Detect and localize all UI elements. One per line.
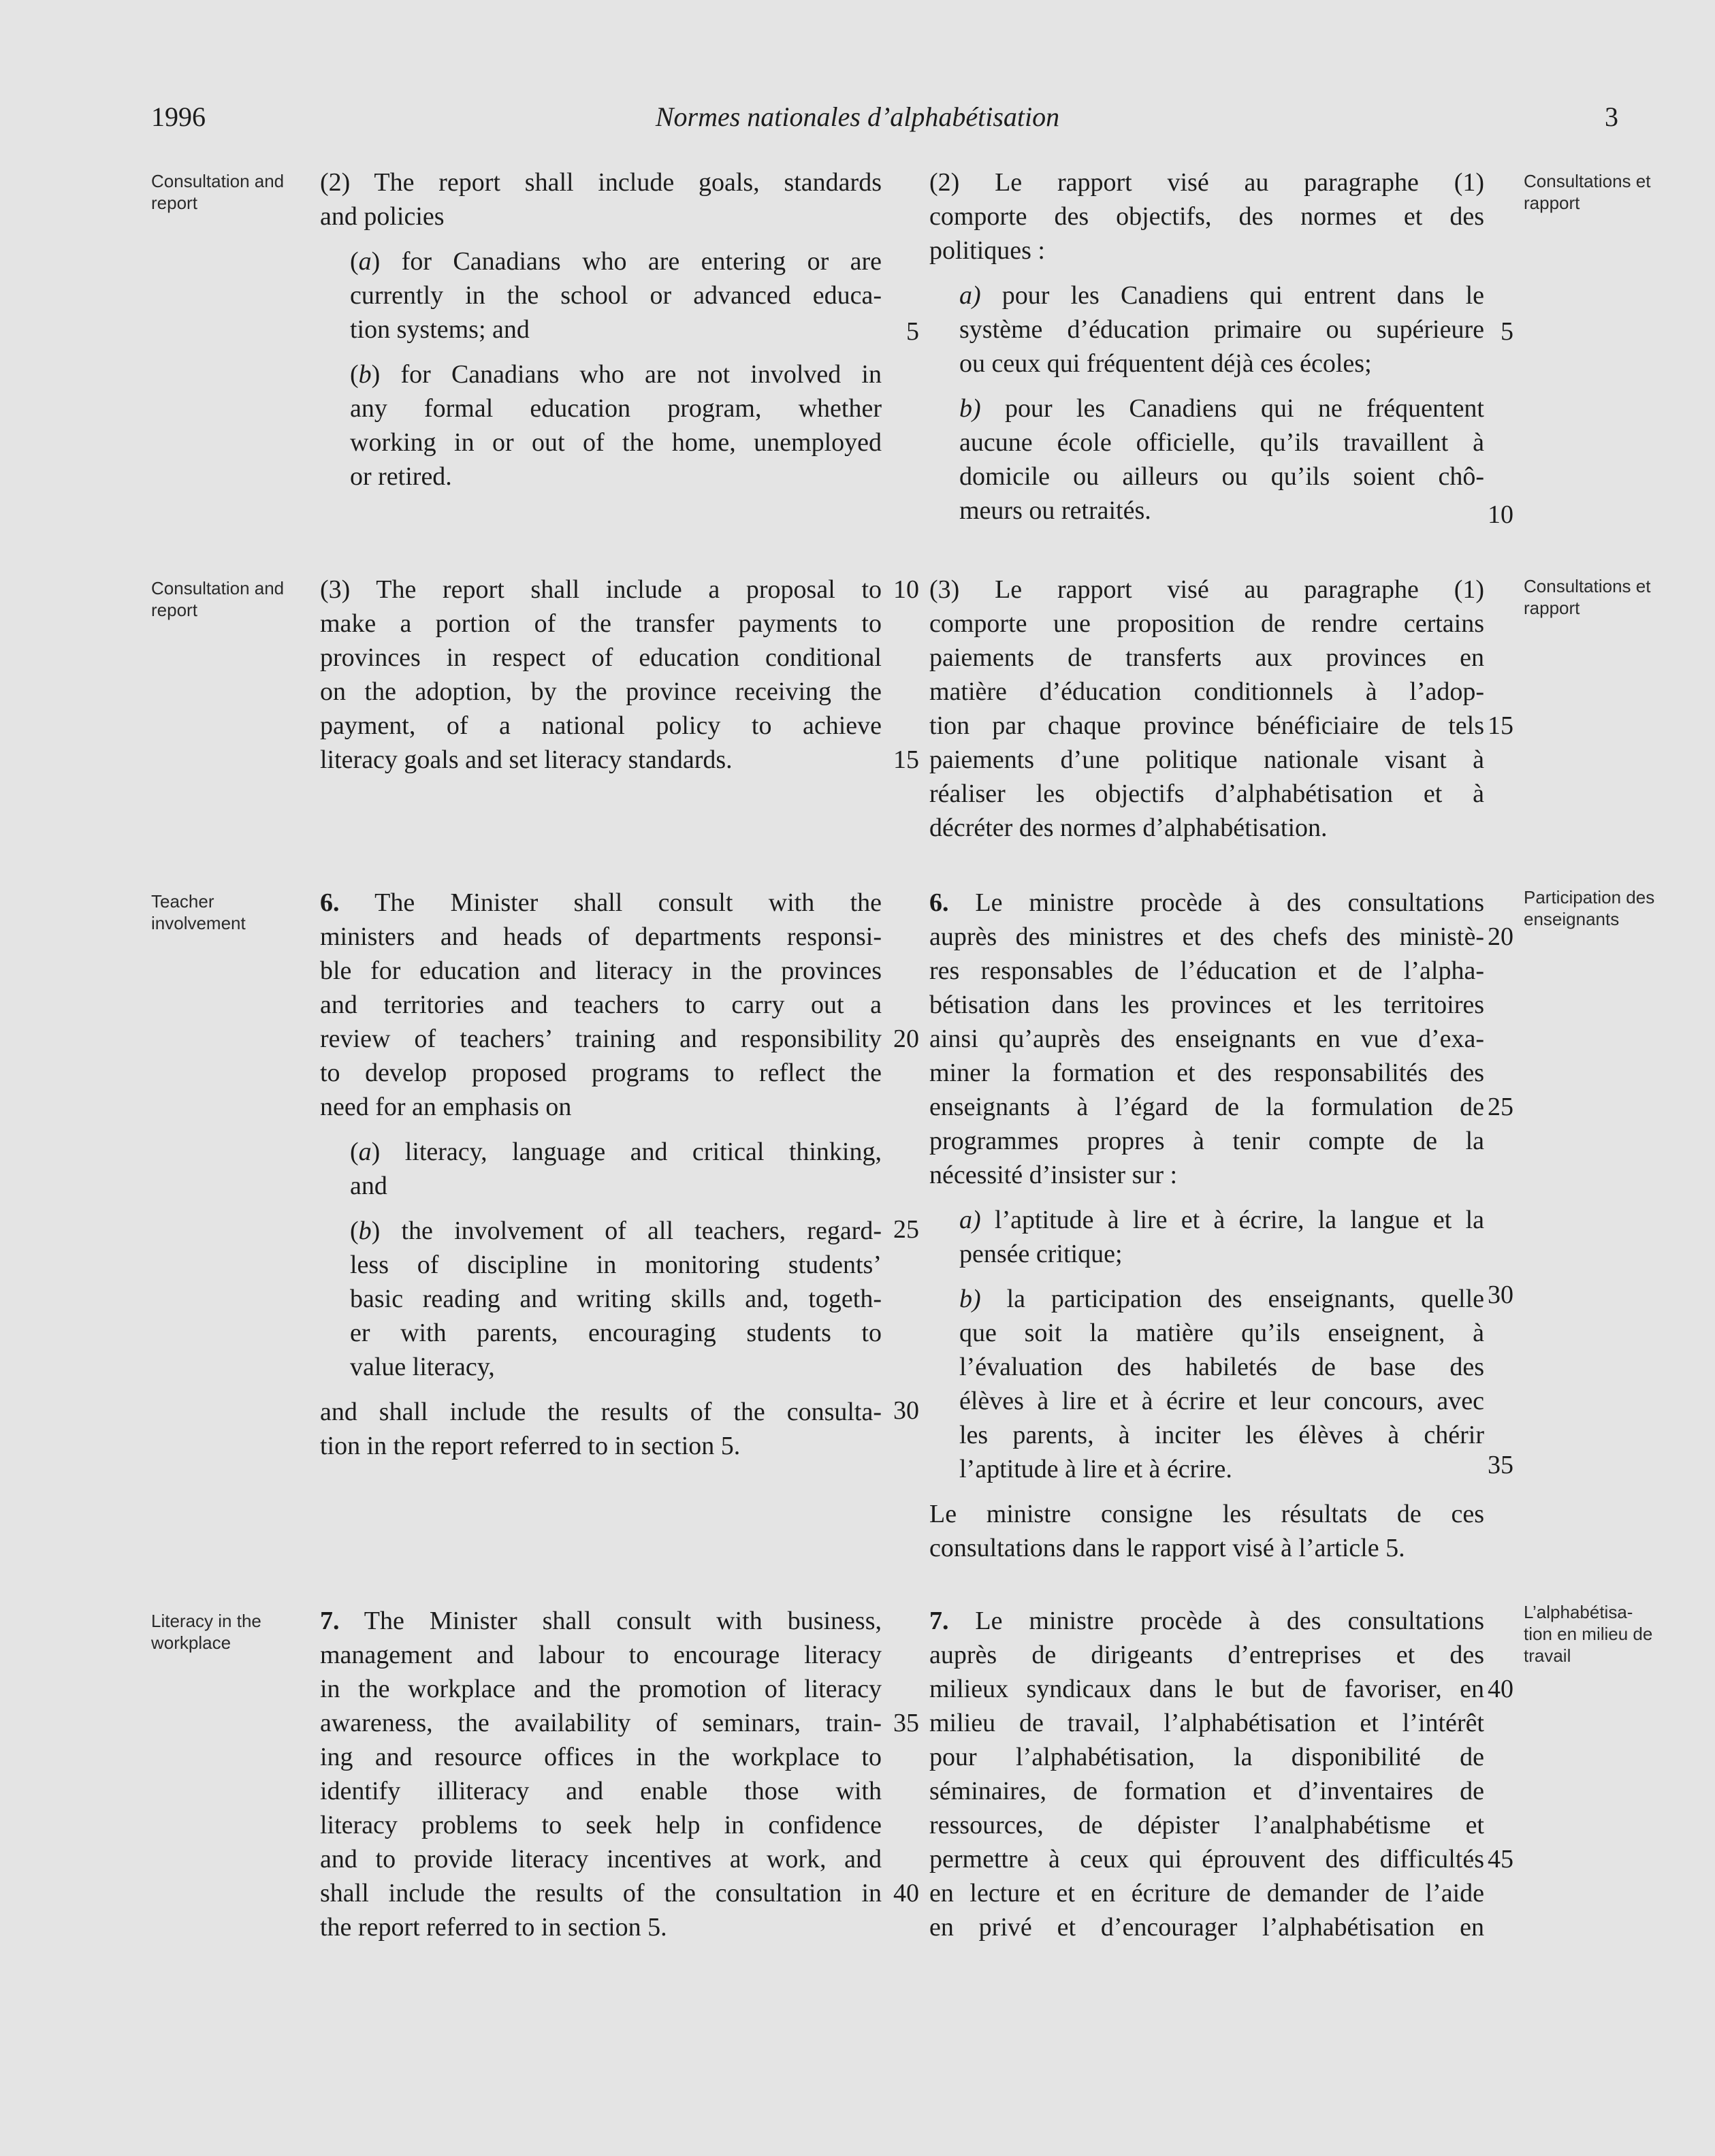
fr-paragraph-6b: b) la participation des enseignants, quelle que soit la matière qu’ils enseignent, à l’évaluation des habiletés de base des élèves à lire et à écrire et leur concours, avec les parents, à inciter les élèves à chérir l’aptitude à lire et à écrire.	[959, 1285, 1484, 1483]
line-number: 20	[893, 1025, 919, 1053]
sidenote-literacy-workplace: Literacy in the workplace	[151, 1611, 261, 1653]
en-section-7: 7. The Minister shall consult with business, management and labour to encourage literacy in the workplace and the promotion of literacy awareness, the availability of seminars, train- ing and resource offices in the workplace to identify illiteracy and enable those with literacy problems to seek help in confidence and to provide literacy incentives at work, and shall include the results of the consultation in the report referred to in section 5.	[320, 1607, 882, 1942]
line-number: 40	[1488, 1675, 1513, 1703]
line-number: 15	[893, 745, 919, 774]
line-number: 45	[1488, 1845, 1513, 1873]
fr-paragraph-2a: a) pour les Canadiens qui entrent dans le système d’éducation primaire ou supérieure ou ceux qui fréquentent déjà ces écoles;	[959, 281, 1484, 378]
fr-subsection-2: (2) Le rapport visé au paragraphe (1) comporte des objectifs, des normes et des politiques : a) pour les Canadiens qui entrent dans le système d’éducation primaire ou supérieure ou ceux qui fréquentent déjà ces écoles; b) pour les Canadiens qui ne fréquentent aucune école officielle, qu’ils travaillent à domicile ou ailleurs ou qu’ils soient chô- meurs ou retraités.	[929, 165, 1484, 528]
sidenote-consultation-report-1: Consultation and report	[151, 171, 285, 213]
line-number: 35	[1488, 1451, 1513, 1479]
line-number: 15	[1488, 711, 1513, 740]
line-number: 20	[1488, 922, 1513, 951]
sidenote-consultations-rapport-1: Consultations et rapport	[1524, 171, 1651, 213]
year: 1996	[151, 101, 206, 132]
line-number: 30	[1488, 1281, 1513, 1309]
en-paragraph-2b: (b) for Canadians who are not involved in any formal education program, whether working in or out of the home, unemployed or retired.	[350, 360, 882, 491]
fr-section-6: 6. Le ministre procède à des consultations auprès des ministres et des chefs des ministè- res responsables de l’éducation et de l’alpha- bétisation dans les provinces et les territoires ainsi qu’auprès des enseignants en vue d’exa- miner la formation et des responsabilités des enseignants à l’égard de la formulation de programmes propres à tenir compte de la nécessité d’insister sur : a) l’aptitude à lire et à écrire, la langue et la pensée critique; b) la participation des enseignants, quelle que soit la matière qu’ils enseignent, à l’évaluation des habiletés de base des élèves à lire et à écrire et leur concours, avec les parents, à inciter les élèves à chérir l’aptitude à lire et à écrire. Le ministre consigne les résultats de ces consultations dans le rapport visé à l’article 5.	[929, 888, 1484, 1562]
en-paragraph-6b: (b) the involvement of all teachers, regard- less of discipline in monitoring students’ basic reading and writing skills and, togeth- er with parents, encouraging students to value literacy,	[350, 1217, 882, 1381]
sidenote-alphabetisation-travail: L’alphabétisa- tion en milieu de travail	[1524, 1602, 1653, 1666]
line-number: 25	[1488, 1093, 1513, 1121]
en-section-6: 6. The Minister shall consult with the ministers and heads of departments responsi- ble for education and literacy in the provinces and territories and teachers to carry out a review of teachers’ training and responsibility to develop proposed programs to reflect the need for an emphasis on (a) literacy, language and critical thinking, and (b) the involvement of all teachers, regard- less of discipline in monitoring students’ basic reading and writing skills and, togeth- er with parents, encouraging students to value literacy, and shall include the results of the consulta- tion in the report referred to in section 5.	[320, 888, 882, 1460]
line-number: 30	[893, 1396, 919, 1425]
fr-section-7: 7. Le ministre procède à des consultations auprès de dirigeants d’entreprises et des milieux syndicaux dans le but de favoriser, en milieu de travail, l’alphabétisation et l’intérêt pour l’alphabétisation, la disponibilité de séminaires, de formation et d’inventaires de ressources, de dépister l’analphabétisme et permettre à ceux qui éprouvent des difficultés en lecture et en écriture de demander de l’aide en privé et d’encourager l’alphabétisation en	[929, 1607, 1484, 1942]
line-number: 40	[893, 1879, 919, 1908]
fr-subsection-3: (3) Le rapport visé au paragraphe (1) comporte une proposition de rendre certains paiements de transferts aux provinces en matière d’éducation conditionnels à l’adop- tion par chaque province bénéficiaire de tels paiements d’une politique nationale visant à réaliser les objectifs d’alphabétisation et à décréter des normes d’alphabétisation.	[929, 575, 1484, 842]
line-number: 5	[906, 317, 919, 346]
sidenote-consultations-rapport-2: Consultations et rapport	[1524, 576, 1651, 618]
en-subsection-3: (3) The report shall include a proposal to make a portion of the transfer payments to provinces in respect of education conditional on the adoption, by the province receiving the payment, of a national policy to achieve literacy goals and set literacy standards.	[320, 575, 882, 774]
en-subsection-2: (2) The report shall include goals, standards and policies (a) for Canadians who are entering or are currently in the school or advanced educa- tion systems; and (b) for Canadians who are not involved in any formal education program, whether working in or out of the home, unemployed or retired.	[320, 165, 882, 494]
line-number: 35	[893, 1709, 919, 1737]
line-number: 25	[893, 1215, 919, 1244]
line-number: 5	[1501, 317, 1513, 346]
fr-paragraph-6a: a) l’aptitude à lire et à écrire, la langue et la pensée critique;	[959, 1206, 1484, 1268]
sidenote-participation-enseignants: Participation des enseignants	[1524, 887, 1655, 929]
line-number: 10	[893, 575, 919, 604]
line-number: 10	[1488, 500, 1513, 529]
en-paragraph-2a: (a) for Canadians who are entering or are currently in the school or advanced educa- tion systems; and	[350, 247, 882, 344]
sidenote-teacher-involvement: Teacher involvement	[151, 891, 246, 933]
en-paragraph-6a: (a) literacy, language and critical thinking, and	[350, 1138, 882, 1200]
sidenote-consultation-report-2: Consultation and report	[151, 578, 285, 620]
running-title: Normes nationales d’alphabétisation	[655, 101, 1060, 132]
page-number: 3	[1605, 101, 1618, 132]
fr-paragraph-2b: b) pour les Canadiens qui ne fréquentent aucune école officielle, qu’ils travaillent à domicile ou ailleurs ou qu’ils soient chô- meurs ou retraités.	[959, 394, 1484, 525]
